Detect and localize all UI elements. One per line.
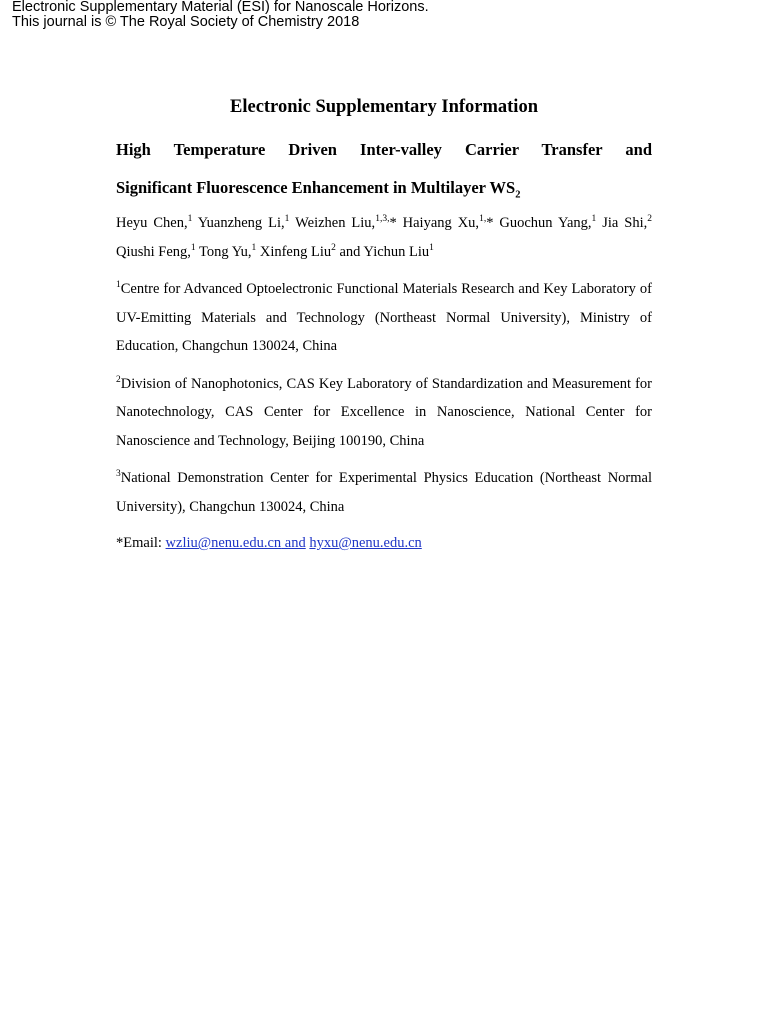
author: and Yichun Liu <box>339 243 430 260</box>
author: Yuanzheng Li, <box>197 215 285 231</box>
affiliation-1 <box>116 275 652 361</box>
paper-title <box>116 131 652 207</box>
esi-title: Electronic Supplementary Information <box>230 97 538 117</box>
author-affiliation-mark: 1 <box>429 242 434 253</box>
author: Heyu Chen, <box>116 215 188 231</box>
paper-title-line-1: High Temperature Driven Inter-valley Carrier Transfer and <box>116 140 652 159</box>
author-affiliation-mark: 1 <box>591 214 597 225</box>
contact-email <box>116 529 652 558</box>
journal-header <box>12 0 429 30</box>
affiliation-text: National Demonstration Center for Experimental Physics Education (Northeast Normal University), Changchun 130024, China <box>116 470 652 515</box>
email-link-hyxu[interactable]: hyxu@nenu.edu.cn <box>309 535 422 551</box>
author: Qiushi Feng, <box>116 243 191 260</box>
journal-header-line-2: This journal is © The Royal Society of Chemistry 2018 <box>12 14 360 30</box>
email-conjunction: and <box>281 535 306 551</box>
author-affiliation-mark: 1, <box>479 214 487 225</box>
paper-title-line-2 <box>116 169 652 207</box>
affiliation-mark: 1 <box>116 280 121 291</box>
author-affiliation-mark: 1 <box>284 214 290 225</box>
author: * Haiyang Xu, <box>389 215 480 231</box>
author-affiliation-mark: 1 <box>190 242 196 253</box>
email-link-wzliu[interactable] <box>166 535 306 551</box>
author-affiliation-mark: 2 <box>331 242 336 253</box>
journal-header-line-1: Electronic Supplementary Material (ESI) for Nanoscale Horizons. <box>12 0 429 15</box>
author: Weizhen Liu, <box>295 215 376 231</box>
affiliation-text: Division of Nanophotonics, CAS Key Laboratory of Standardization and Measurement for Nanotechnology, CAS Center for Excellence in Nanoscience, National Center for Nanoscience and Technology, Beijing 100190, China <box>116 375 652 449</box>
affiliation-mark: 2 <box>116 374 121 385</box>
affiliation-3 <box>116 464 652 521</box>
author-affiliation-mark: 1 <box>251 242 257 253</box>
author: Jia Shi, <box>602 215 648 231</box>
affiliation-mark: 3 <box>116 469 121 480</box>
author-list <box>116 209 652 266</box>
author: Tong Yu, <box>199 243 252 260</box>
author-affiliation-mark: 1,3, <box>375 214 390 225</box>
email-label: *Email: <box>116 535 166 551</box>
document-body <box>116 94 652 558</box>
paper-title-subscript: 2 <box>515 189 521 201</box>
affiliation-2 <box>116 370 652 456</box>
affiliation-text: Centre for Advanced Optoelectronic Functional Materials Research and Key Laboratory of UV-Emitting Materials and Technology (Northeast Normal University), Ministry of Education, Changchun 130024, China <box>116 281 652 354</box>
author: Xinfeng Liu <box>259 243 332 260</box>
author: * Guochun Yang, <box>486 215 592 231</box>
paper-title-line-2-text: Significant Fluorescence Enhancement in Multilayer WS <box>116 178 516 197</box>
author-affiliation-mark: 1 <box>187 214 193 225</box>
author-affiliation-mark: 2 <box>647 214 653 225</box>
email-address-1: wzliu@nenu.edu.cn <box>165 535 282 551</box>
